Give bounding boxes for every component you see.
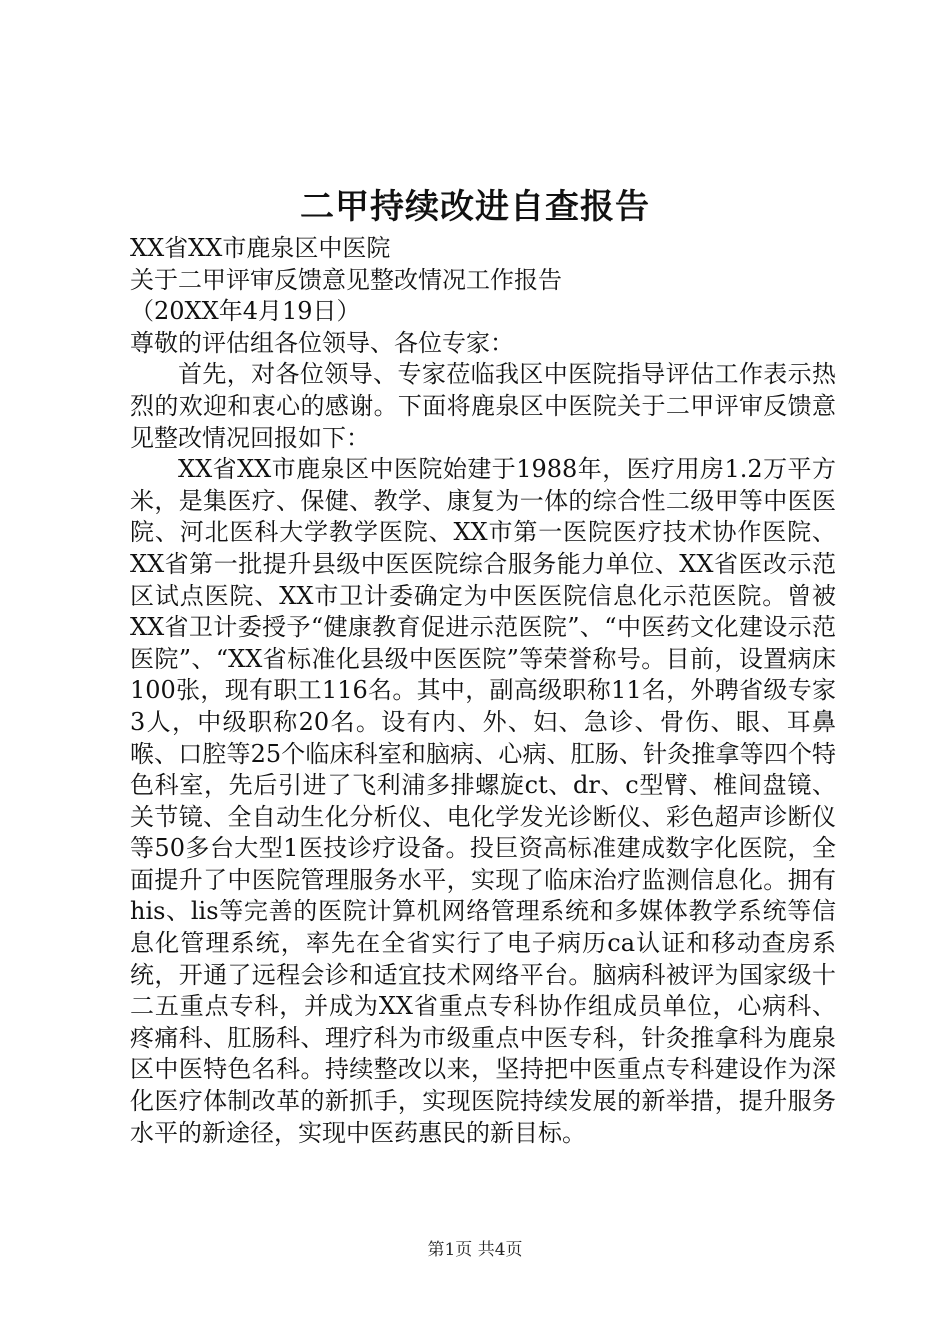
intro-paragraph: 首先，对各位领导、专家莅临我区中医院指导评估工作表示热烈的欢迎和衷心的感谢。下面将鹿泉区中医院关于二甲评审反馈意见整改情况回报如下： <box>130 360 836 452</box>
report-subject-line: 关于二甲评审反馈意见整改情况工作报告 <box>130 265 562 294</box>
document-body <box>130 233 836 1149</box>
hospital-name-line: XX省XX市鹿泉区中医院 <box>130 234 391 262</box>
report-date-line: （20XX年4月19日） <box>130 297 361 326</box>
page-footer: 第1页 共4页 <box>427 1240 523 1260</box>
document-title: 二甲持续改进自查报告 <box>300 187 650 227</box>
salutation-line: 尊敬的评估组各位领导、各位专家： <box>130 328 514 357</box>
hospital-overview-paragraph: XX省XX市鹿泉区中医院始建于1988年，医疗用房1.2万平方米，是集医疗、保健、教学、康复为一体的综合性二级甲等中医医院、河北医科大学教学医院、XX市第一医院医疗技术协作医院、XX省第一批提升县级中医医院综合服务能力单位、XX省医改示范区试点医院、XX市卫计委确定为中医医院信息化示范医院。曾被XX省卫计委授予“健康教育促进示范医院”、“中医药文化建设示范医院”、“XX省标准化县级中医医院”等荣誉称号。目前，设置病床100张，现有职工116名。其中，副高级职称11名，外聘省级专家3人，中级职称20名。设有内、外、妇、急诊、骨伤、眼、耳鼻喉、口腔等25个临床科室和脑病、心病、肛肠、针灸推拿等四个特色科室，先后引进了飞利浦多排螺旋ct、dr、c型臂、椎间盘镜、关节镜、全自动生化分析仪、电化学发光诊断仪、彩色超声诊断仪等50多台大型1医技诊疗设备。投巨资高标准建成数字化医院，全面提升了中医院管理服务水平，实现了临床治疗监测信息化。拥有his、lis等完善的医院计算机网络管理系统和多媒体教学系统等信息化管理系统，率先在全省实行了电子病历ca认证和移动查房系统，开通了远程会诊和适宜技术网络平台。脑病科被评为国家级十二五重点专科，并成为XX省重点专科协作组成员单位，心病科、疼痛科、肛肠科、理疗科为市级重点中医专科，针灸推拿科为鹿泉区中医特色名科。持续整改以来，坚持把中医重点专科建设作为深化医疗体制改革的新抓手，实现医院持续发展的新举措，提升服务水平的新途径，实现中医药惠民的新目标。 <box>130 455 836 1147</box>
